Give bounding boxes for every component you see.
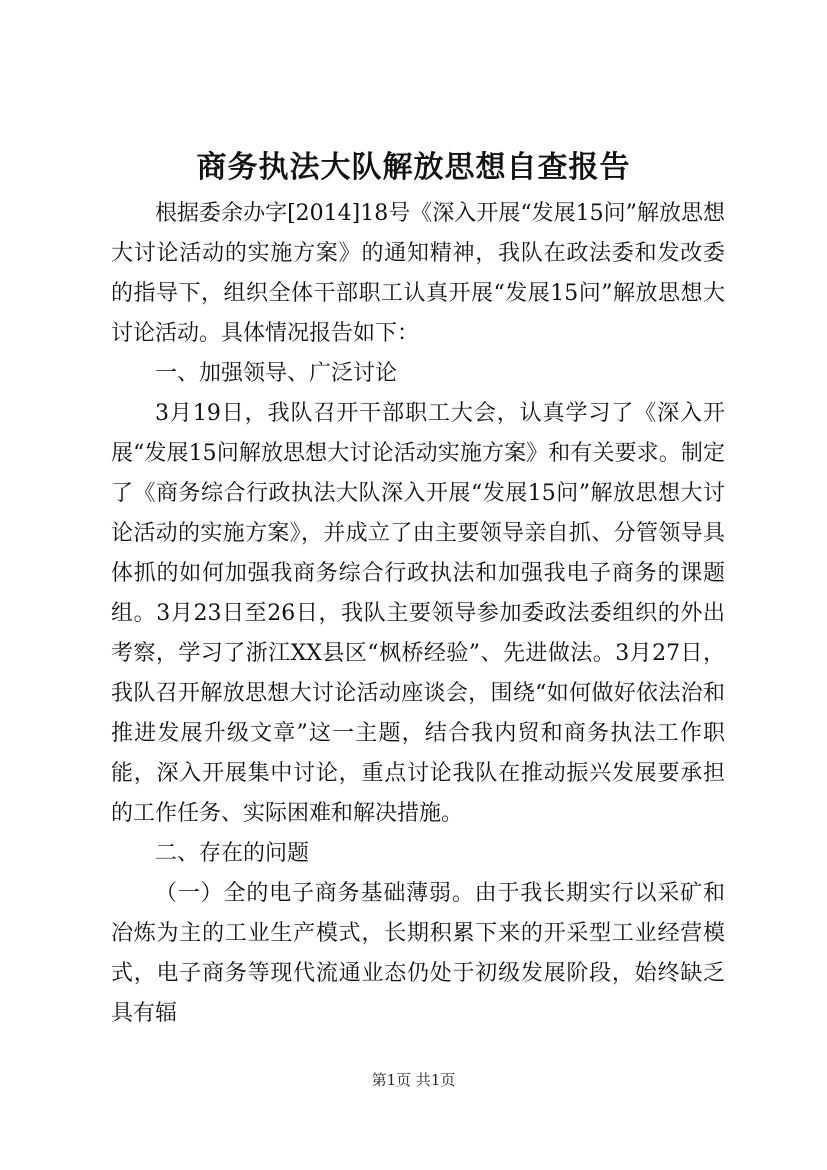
- document-body: [111, 194, 725, 1034]
- page-footer: 第1页 共1页: [371, 1071, 456, 1089]
- document-title: 商务执法大队解放思想自查报告: [196, 150, 631, 185]
- section-heading-1: 一、加强领导、广泛讨论: [155, 361, 398, 386]
- section-2-paragraph: （一）全的电子商务基础薄弱。由于我长期实行以采矿和冶炼为主的工业生产模式，长期积累下来的开采型工业经营模式，电子商务等现代流通业态仍处于初级发展阶段，始终缺乏具有辐: [111, 881, 725, 1026]
- section-1-paragraph: 3月19日，我队召开干部职工大会，认真学习了《深入开展“发展15问解放思想大讨论活动实施方案》和有关要求。制定了《商务综合行政执法大队深入开展“发展15问”解放思想大讨论活动的实施方案》，并成立了由主要领导亲自抓、分管领导具体抓的如何加强我商务综合行政执法和加强我电子商务的课题组。3月23日至26日，我队主要领导参加委政法委组织的外出考察，学习了浙江XX县区“枫桥经验”、先进做法。3月27日，我队召开解放思想大讨论活动座谈会，围绕“如何做好依法治和推进发展升级文章”这一主题，结合我内贸和商务执法工作职能，深入开展集中讨论，重点讨论我队在推动振兴发展要承担的工作任务、实际困难和解决措施。: [111, 401, 725, 826]
- intro-paragraph: 根据委余办字[2014]18号《深入开展“发展15问”解放思想大讨论活动的实施方案》的通知精神，我队在政法委和发改委的指导下，组织全体干部职工认真开展“发展15问”解放思想大讨论活动。具体情况报告如下：: [111, 201, 725, 346]
- section-heading-2: 二、存在的问题: [155, 841, 310, 866]
